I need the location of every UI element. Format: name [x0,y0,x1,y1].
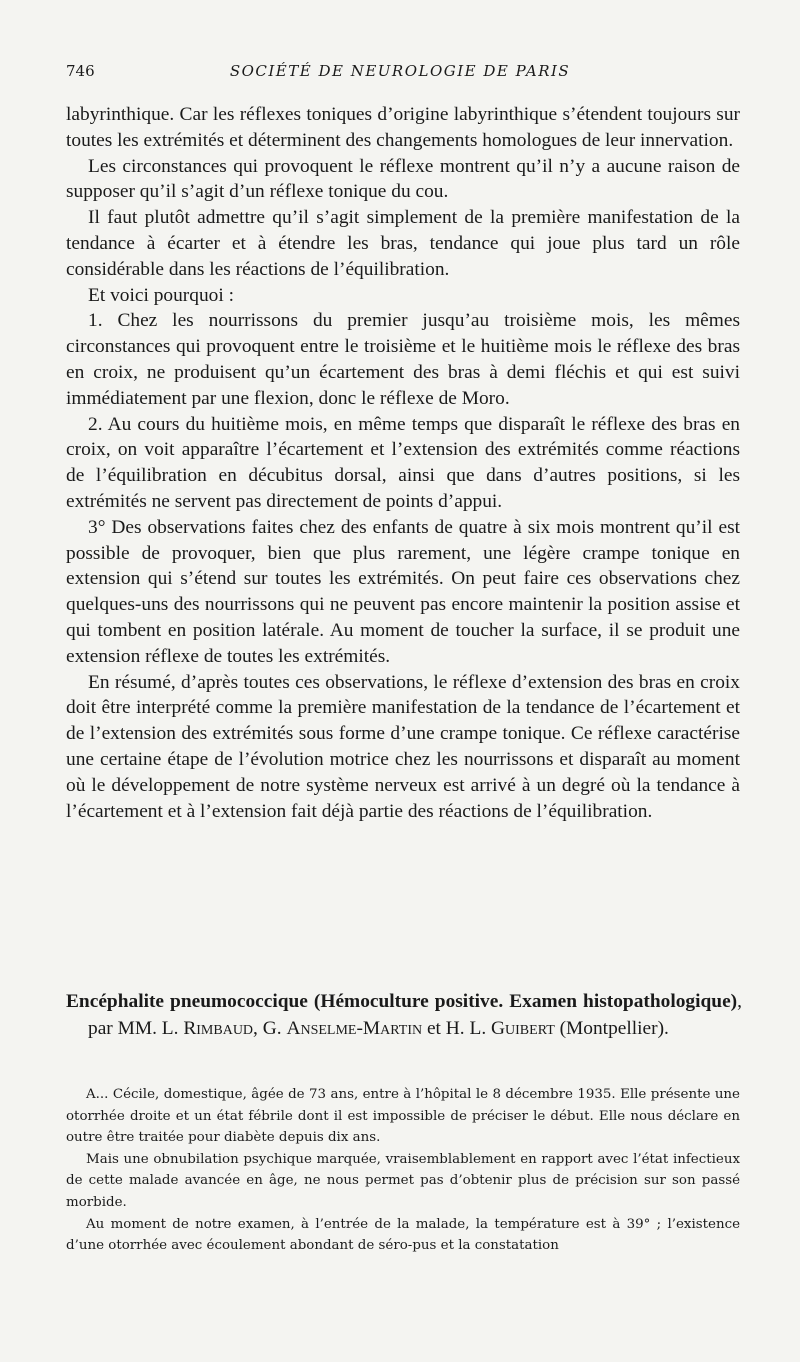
case-paragraph: A... Cécile, domestique, âgée de 73 ans, entre à l’hôpital le 8 décembre 1935. Elle présente une otorrhée droite et un état fébrile dont il est impossible de préciser le début. Elle nous déclare en outre être traitée pour diabète depuis dix ans. [66,1087,740,1146]
article-heading [66,988,742,1042]
case-report [66,1084,740,1257]
byline-separator: , G. [253,1018,287,1039]
summary-paragraph: En résumé, d’après toutes ces observations, le réflexe d’extension des bras en croix doit être interprété comme la première manifestation de la tendance de l’écartement et de l’extension des extrémités sous forme d’une crampe tonique. Ce réflexe caractérise une certaine étape de l’évolution motrice chez les nourrissons et disparaît au moment où le développement de notre système nerveux est arrivé à un degré où la tendance à l’écartement et à l’extension fait déjà partie des réactions de l’équilibration. [66,671,740,822]
paragraph: labyrinthique. Car les réflexes toniques d’origine labyrinthique s’étendent toujours sur toutes les extrémités et déterminent des changements homologues de leur innervation. [66,104,740,151]
article-title: Encéphalite pneumococcique (Hémoculture positive. Examen histopathologique) [66,991,738,1012]
list-item-1: 1. Chez les nourrissons du premier jusqu’au troisième mois, les mêmes circonstances qui provoquent entre le troisième et le huitième mois le réflexe des bras en croix, ne produisent qu’un écartement des bras à demi fléchis et qui est suivi immédiatement par une flexion, donc le réflexe de Moro. [66,310,740,409]
running-head [66,62,734,86]
list-item-3: 3° Des observations faites chez des enfants de quatre à six mois montrent qu’il est possible de provoquer, bien que plus rarement, une légère crampe tonique en extension qui s’étend sur toutes les extrémités. On peut faire ces observations chez quelques-uns des nourrissons qui ne peuvent pas encore maintenir la position assise et qui tombent en position latérale. Au moment de toucher la surface, il se produit une extension réflexe de toutes les extrémités. [66,516,740,667]
page-number: 746 [66,62,95,80]
paragraph: Et voici pourquoi : [88,284,234,306]
journal-title: SOCIÉTÉ DE NEUROLOGIE DE PARIS [229,62,571,80]
paragraph: Les circonstances qui provoquent le réflexe montrent qu’il n’y a aucune raison de supposer qu’il s’agit d’un réflexe tonique du cou. [66,155,740,203]
case-paragraph: Mais une obnubilation psychique marquée, vraisemblablement en rapport avec l’état infectieux de cette malade avancée en âge, ne nous permet pas d’obtenir plus de précision sur son passé morbide. [66,1151,740,1210]
affiliation: (Montpellier). [554,1018,669,1039]
case-paragraph: Au moment de notre examen, à l’entrée de la malade, la température est à 39° ; l’existence d’une otorrhée avec écoulement abondant de séro-pus et la constatation [66,1216,740,1254]
list-item-2: 2. Au cours du huitième mois, en même temps que disparaît le réflexe des bras en croix, on voit apparaître l’écartement et l’extension des extrémités comme réactions de l’équilibration en décubitus dorsal, ainsi que dans d’autres positions, si les extrémités ne servent pas directement de points d’appui. [66,413,740,512]
byline-prefix: , par MM. L. [88,991,742,1039]
author-name: Rimbaud [183,1018,254,1039]
author-name: Guibert [491,1018,555,1039]
body-text [66,102,740,824]
byline-separator: et H. L. [422,1018,492,1039]
author-name: Anselme-Martin [286,1018,423,1039]
paragraph: Il faut plutôt admettre qu’il s’agit simplement de la première manifestation de la tendance à écarter et à étendre les bras, tendance qui joue plus tard un rôle considérable dans les réactions de l’équilibration. [66,207,740,280]
